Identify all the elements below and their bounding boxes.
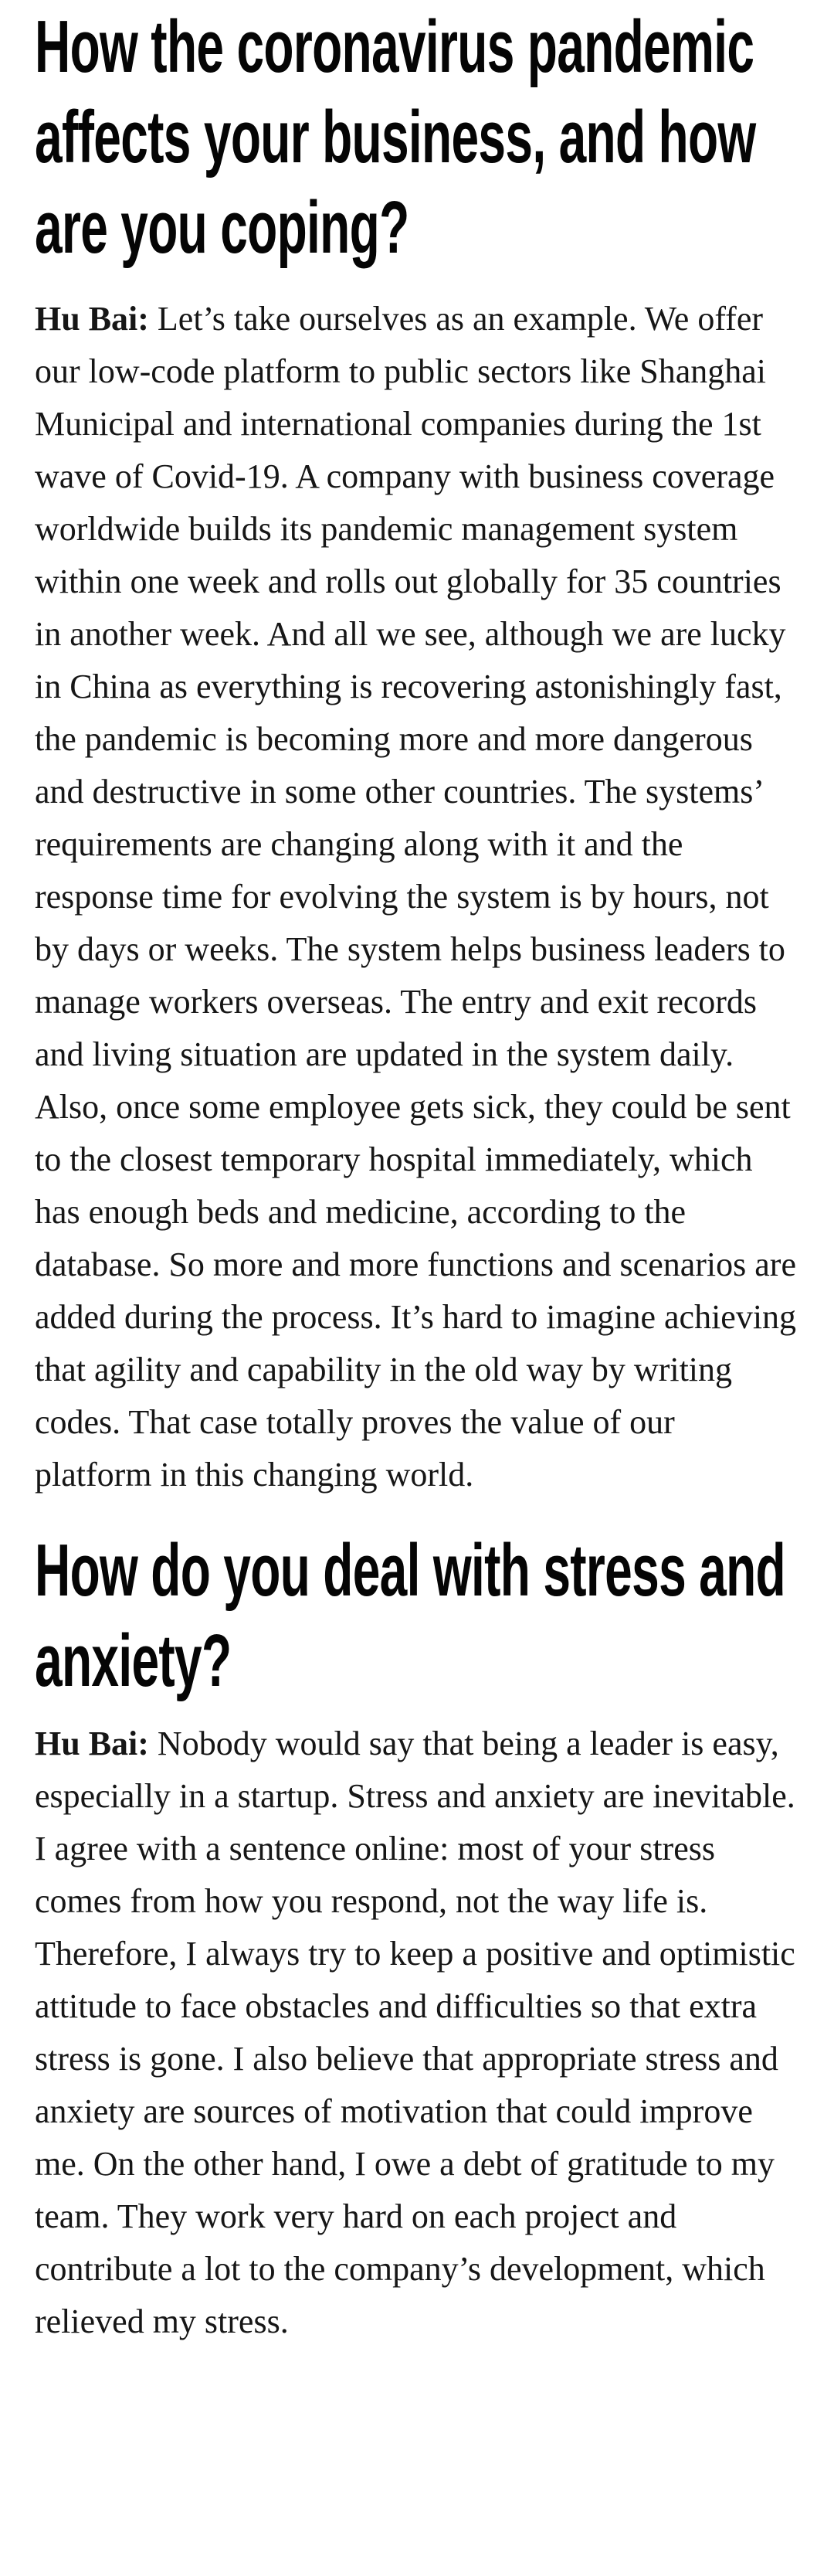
heading-line: [35, 1616, 799, 1706]
heading-line-text: How the coronavirus pandemic: [35, 5, 754, 88]
heading-line-text: anxiety?: [35, 1619, 232, 1702]
heading-line-text: are you coping?: [35, 186, 409, 269]
speaker-name: Hu Bai:: [35, 300, 149, 338]
answer-text: Nobody would say that being a leader is easy, especially in a startup. Stress and anxiety are inevitable. I agree with a sentence online: most of your stress comes from how you respond, not the way life is. Therefore, I always try to keep a positive and optimistic attitude to face obstacles and difficulties so that extra stress is gone. I also believe that appropriate stress and anxiety are sources of motivation that could improve me. On the other hand, I owe a debt of gratitude to my team. They work very hard on each project and contribute a lot to the company’s development, which relieved my stress.: [35, 1725, 795, 2340]
speaker-name: Hu Bai:: [35, 1725, 149, 1762]
heading-line-text: How do you deal with stress and: [35, 1529, 785, 1612]
question-heading-1: [35, 2, 799, 273]
answer-text: Let’s take ourselves as an example. We offer our low-code platform to public sectors like Shanghai Municipal and international companies during the 1st wave of Covid-19. A company with business coverage worldwide builds its pandemic management system within one week and rolls out globally for 35 countries in another week. And all we see, although we are lucky in China as everything is recovering astonishingly fast, the pandemic is becoming more and more dangerous and destructive in some other countries. The systems’ requirements are changing along with it and the response time for evolving the system is by hours, not by days or weeks. The system helps business leaders to manage workers overseas. The entry and exit records and living situation are updated in the system daily. Also, once some employee gets sick, they could be sent to the closest temporary hospital immediately, which has enough beds and medicine, according to the database. So more and more functions and scenarios are added during the process. It’s hard to imagine achieving that agility and capability in the old way by writing codes. That case totally proves the value of our platform in this changing world.: [35, 300, 797, 1494]
heading-line: [35, 1525, 799, 1616]
answer-paragraph-1: [35, 293, 799, 1501]
heading-line: [35, 2, 799, 92]
question-heading-2: [35, 1525, 799, 1706]
answer-paragraph-2: [35, 1718, 799, 2348]
heading-line-text: affects your business, and how: [35, 96, 756, 178]
heading-line: [35, 182, 799, 273]
interview-article: [35, 2, 799, 2348]
heading-line: [35, 92, 799, 182]
